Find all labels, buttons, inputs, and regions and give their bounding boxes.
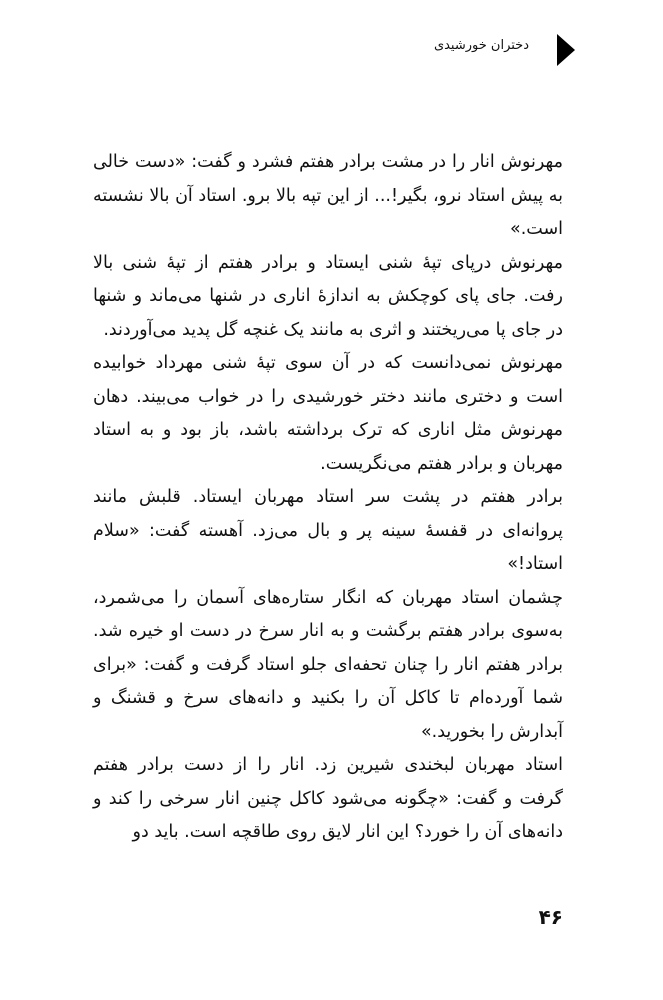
paragraph-3: مهرنوش نمی‌دانست که در آن سوی تپهٔ شنی مهرداد خوابیده است و دختری مانند دختر خورشیدی را در خواب می‌بیند. دهان مهرنوش مثل اناری که ترک برداشته باشد، باز بود و به استاد مهربان و برادر هفتم می‌نگریست.: [93, 353, 563, 474]
paragraph-2: مهرنوش درپای تپهٔ شنی ایستاد و برادر هفتم از تپهٔ شنی بالا رفت. جای پای کوچکش به اندازهٔ اناری در شنها می‌ماند و شنها در جای پا می‌ریختند و اثری به مانند یک غنچه گل پدید می‌آوردند.: [93, 252, 563, 340]
running-header: [100, 34, 575, 64]
paragraph-6: استاد مهربان لبخندی شیرین زد. انار را از دست برادر هفتم گرفت و گفت: «چگونه می‌شود کاکل چنین انار سرخی را کند و دانه‌های آن را خورد؟ این انار لایق روی طاقچه است. باید دو: [93, 755, 563, 842]
page-number: ۴۶: [538, 905, 563, 929]
body-text: [93, 146, 563, 850]
paragraph-4: برادر هفتم در پشت سر استاد مهربان ایستاد. قلبش مانند پروانه‌ای در قفسهٔ سینه پر و بال می‌زد. آهسته گفت: «سلام استاد!»: [93, 487, 563, 574]
paragraph-1: مهرنوش انار را در مشت برادر هفتم فشرد و گفت: «دست خالی به پیش استاد نرو، بگیر!... از این تپه بالا برو. استاد آن بالا نشسته است.»: [93, 152, 563, 239]
paragraph-5: چشمان استاد مهربان که انگار ستاره‌های آسمان را می‌شمرد، به‌سوی برادر هفتم برگشت و به انار سرخ در دست او خیره شد. برادر هفتم انار را چنان تحفه‌ای جلو استاد گرفت و گفت: «برای شما آورده‌ام تا کاکل آن را بکنید و دانه‌های سرخ و قشنگ و آبدارش را بخورید.»: [93, 587, 563, 742]
running-header-title: دختران خورشیدی: [433, 38, 529, 53]
triangle-marker-icon: [557, 34, 575, 66]
